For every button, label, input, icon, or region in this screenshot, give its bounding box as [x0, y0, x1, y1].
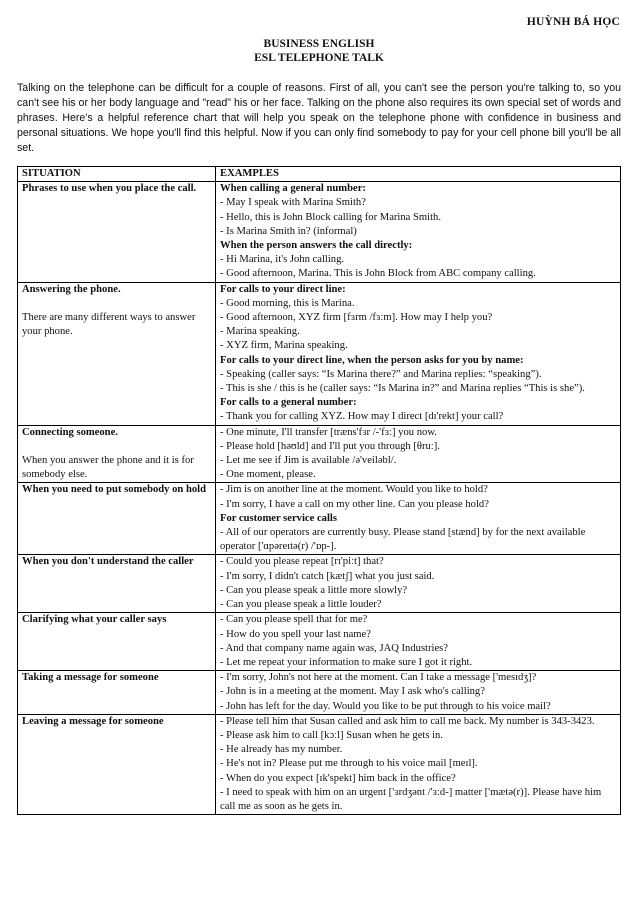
- example-phrase: - Hello, this is John Block calling for Marina Smith.: [220, 211, 441, 223]
- example-phrase: - Please tell him that Susan called and ask him to call me back. My number is 343-3423.: [220, 715, 595, 727]
- example-subheading: For calls to your direct line, when the person asks for you by name:: [220, 354, 524, 366]
- example-phrase: - Could you please repeat [rɪ'piːt] that?: [220, 556, 384, 568]
- example-subheading: For calls to a general number:: [220, 397, 357, 409]
- example-phrase: - Can you please speak a little more slowly?: [220, 584, 408, 596]
- examples-cell: [216, 613, 621, 671]
- situation-cell: [18, 282, 216, 425]
- example-phrase: - Good afternoon, Marina. This is John Block from ABC company calling.: [220, 268, 536, 280]
- example-phrase: - He's not in? Please put me through to his voice mail [meɪl].: [220, 758, 478, 770]
- examples-cell: [216, 282, 621, 425]
- table-header-row: [18, 167, 621, 182]
- column-header-situation: SITUATION: [18, 167, 216, 182]
- example-phrase: - One moment, please.: [220, 469, 316, 481]
- example-phrase: - Please hold [həʊld] and I'll put you through [θruː].: [220, 440, 440, 452]
- situation-title: When you don't understand the caller: [22, 556, 194, 568]
- situation-title: Phrases to use when you place the call.: [22, 183, 197, 195]
- example-phrase: - One minute, I'll transfer [træns'fɜr /-'fɜː] you now.: [220, 426, 437, 438]
- situation-title: Answering the phone.: [22, 283, 121, 295]
- example-phrase: - Let me see if Jim is available /ə'veiləbl/.: [220, 455, 397, 467]
- examples-cell: [216, 714, 621, 814]
- table-row: [18, 425, 621, 483]
- example-phrase: - Can you please spell that for me?: [220, 614, 368, 626]
- intro-paragraph: Talking on the telephone can be difficult for a couple of reasons. First of all, you can't see the person you're talking to, so you can't see his or her body language and "read" his or her face. Talking on the phone also requires its own special set of words and phrases. Here's a helpful reference chart that will help you speak on the telephone phone with confidence in business and personal situations. We hope you'll find this helpful. Now if you can only find somebody to pay for your cell phone bill you'll be all set.: [17, 81, 621, 155]
- example-phrase: - This is she / this is he (caller says: “Is Marina in?” and Marina replies “This is she”).: [220, 383, 585, 395]
- example-subheading: For calls to your direct line:: [220, 283, 346, 295]
- telephone-phrase-table: [17, 166, 621, 815]
- example-phrase: - Speaking (caller says: “Is Marina there?” and Marina replies: “speaking”).: [220, 368, 542, 380]
- table-row: [18, 182, 621, 282]
- author-name: HUỲNH BÁ HỌC: [526, 16, 620, 28]
- table-row: [18, 483, 621, 555]
- examples-cell: [216, 671, 621, 715]
- examples-cell: [216, 182, 621, 282]
- situation-cell: [18, 714, 216, 814]
- examples-cell: [216, 483, 621, 555]
- example-phrase: - All of our operators are currently busy. Please stand [stænd] by for the next available operator ['ɑpəreɪtə(r) /'ɒp-].: [220, 527, 586, 553]
- examples-cell: [216, 425, 621, 483]
- example-phrase: - May I speak with Marina Smith?: [220, 197, 366, 209]
- example-subheading: When the person answers the call directly:: [220, 240, 413, 252]
- example-phrase: - John has left for the day. Would you like to be put through to his voice mail?: [220, 700, 551, 712]
- example-subheading: For customer service calls: [220, 512, 337, 524]
- table-row: [18, 282, 621, 425]
- situation-title: Taking a message for someone: [22, 672, 159, 684]
- example-phrase: - John is in a meeting at the moment. May I ask who's calling?: [220, 686, 485, 698]
- situation-title: When you need to put somebody on hold: [22, 484, 206, 496]
- document-heading: [0, 37, 638, 65]
- example-phrase: - Let me repeat your information to make sure I got it right.: [220, 656, 473, 668]
- example-subheading: When calling a general number:: [220, 183, 366, 195]
- situation-cell: [18, 182, 216, 282]
- situation-title: Connecting someone.: [22, 426, 118, 438]
- situation-title: Clarifying what your caller says: [22, 614, 167, 626]
- example-phrase: - XYZ firm, Marina speaking.: [220, 340, 348, 352]
- example-phrase: - When do you expect [ɪk'spekt] him back in the office?: [220, 772, 456, 784]
- example-phrase: - He already has my number.: [220, 744, 343, 756]
- table-row: [18, 555, 621, 613]
- table-row: [18, 714, 621, 814]
- document-title: BUSINESS ENGLISH: [263, 38, 375, 50]
- document-subtitle: ESL TELEPHONE TALK: [254, 52, 384, 64]
- example-phrase: - I'm sorry, I have a call on my other line. Can you please hold?: [220, 498, 489, 510]
- example-phrase: - Hi Marina, it's John calling.: [220, 254, 345, 266]
- example-phrase: - Jim is on another line at the moment. Would you like to hold?: [220, 484, 488, 496]
- example-phrase: - Good afternoon, XYZ firm [fɜrm /fɜːm]. How may I help you?: [220, 312, 493, 324]
- example-phrase: - And that company name again was, JAQ Industries?: [220, 642, 449, 654]
- example-phrase: - I need to speak with him on an urgent ['ɜrdʒənt /'ɜːd-] matter ['mætə(r)]. Please have him call me as soon as he gets in.: [220, 786, 602, 812]
- situation-cell: [18, 425, 216, 483]
- situation-cell: [18, 483, 216, 555]
- situation-cell: [18, 555, 216, 613]
- example-phrase: - Good morning, this is Marina.: [220, 297, 355, 309]
- example-phrase: - I'm sorry, I didn't catch [kætʃ] what you just said.: [220, 570, 435, 582]
- examples-cell: [216, 555, 621, 613]
- situation-note: When you answer the phone and it is for somebody else.: [22, 454, 194, 481]
- situation-note: There are many different ways to answer your phone.: [22, 311, 196, 338]
- example-phrase: - Can you please speak a little louder?: [220, 599, 382, 611]
- table-body: [18, 182, 621, 815]
- example-phrase: - Is Marina Smith in? (informal): [220, 225, 357, 237]
- example-phrase: - Please ask him to call [kɔːl] Susan when he gets in.: [220, 729, 444, 741]
- table-row: [18, 613, 621, 671]
- example-phrase: - Thank you for calling XYZ. How may I direct [dɪ'rekt] your call?: [220, 411, 504, 423]
- situation-title: Leaving a message for someone: [22, 715, 164, 727]
- example-phrase: - I'm sorry, John's not here at the moment. Can I take a message ['mesɪdʒ]?: [220, 672, 537, 684]
- situation-cell: [18, 671, 216, 715]
- table-row: [18, 671, 621, 715]
- situation-cell: [18, 613, 216, 671]
- example-phrase: - Marina speaking.: [220, 326, 300, 338]
- example-phrase: - How do you spell your last name?: [220, 628, 371, 640]
- column-header-examples: EXAMPLES: [216, 167, 621, 182]
